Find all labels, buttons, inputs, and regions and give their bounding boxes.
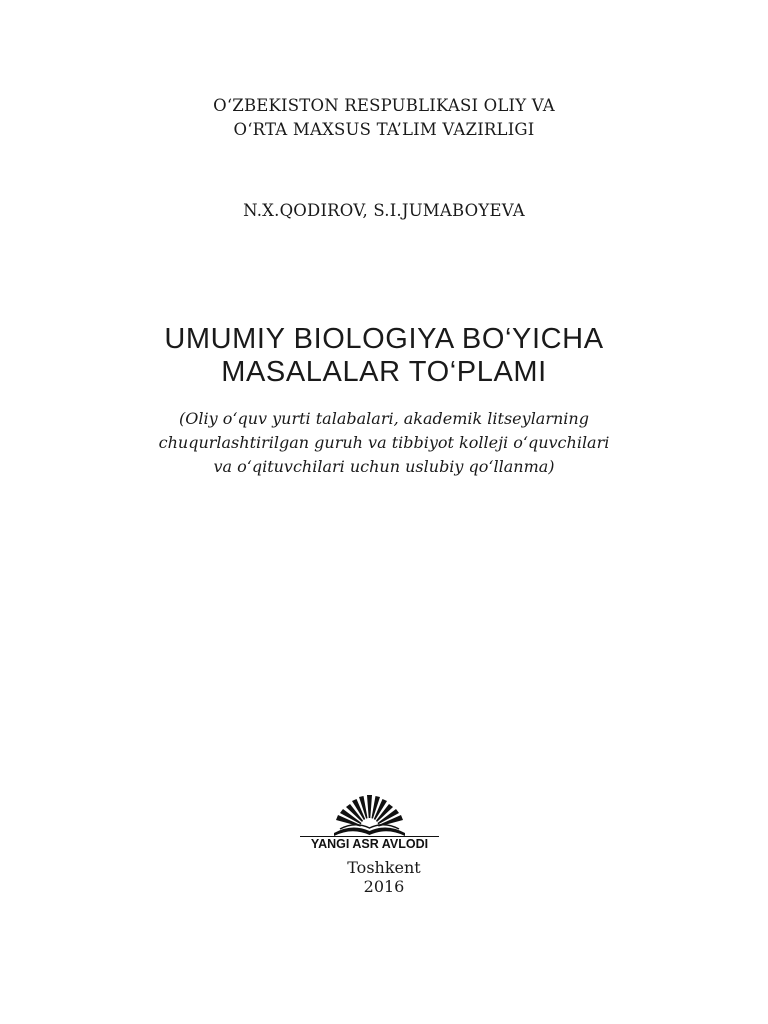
- subtitle-line-1: (Oliy o‘quv yurti talabalari, akademik litseylarning: [179, 409, 589, 428]
- subtitle-line-2: chuqurlashtirilgan guruh va tibbiyot kolleji o‘quvchilari: [158, 433, 610, 452]
- sunrise-book-logo-icon: [300, 793, 439, 837]
- book-title-line-1: UMUMIY BIOLOGIYA BO‘YICHA: [164, 323, 604, 355]
- ministry-line-1: O‘ZBEKISTON RESPUBLIKASI OLIY VA: [213, 96, 555, 115]
- publication-city: Toshkent: [347, 858, 421, 877]
- publisher-name: YANGI ASR AVLODI: [310, 837, 429, 851]
- ministry-heading: [0, 94, 768, 142]
- book-subtitle: [0, 407, 768, 479]
- book-title: [0, 323, 768, 389]
- publication-year: 2016: [363, 877, 405, 896]
- book-title-line-2: MASALALAR TO‘PLAMI: [221, 356, 547, 388]
- authors: N.X.QODIROV, S.I.JUMABOYEVA: [243, 201, 525, 220]
- ministry-line-2: O‘RTA MAXSUS TA’LIM VAZIRLIGI: [233, 120, 535, 139]
- publisher-logo: [300, 793, 439, 857]
- subtitle-line-3: va o‘qituvchilari uchun uslubiy qo‘llanma): [213, 457, 555, 476]
